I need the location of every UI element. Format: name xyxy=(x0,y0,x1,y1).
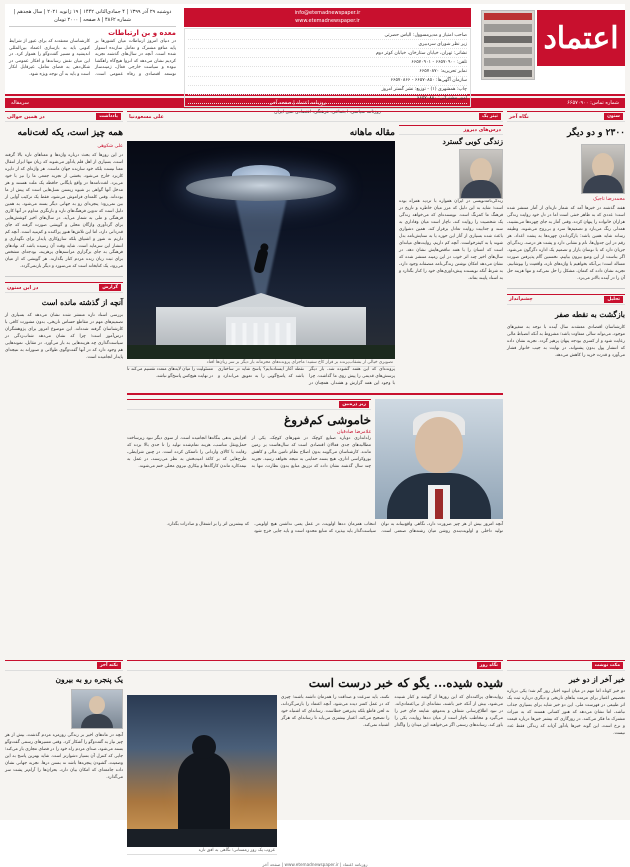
colophon-line: صاحب امتیاز و مدیرمسوول: الیاس حضرتی xyxy=(188,31,467,40)
article-byline: محمدرضا تاجیک xyxy=(593,197,625,203)
section-label: در این ستون xyxy=(7,284,39,291)
colophon-line: نشانی: تهران، خیابان ستارخان، خیابان کوثر دوم xyxy=(188,49,467,58)
colophon-line: نمابر تحریریه: ۶۶۵۷۰۸۷۰ xyxy=(188,67,467,76)
page-footer: روزنامه اعتماد | www.etemadnewspaper.ir | صفحه آخر xyxy=(262,862,368,867)
section-tag: ستون xyxy=(604,113,623,120)
feature-body-continued: آنچه امروز بیش از هر چیز ضرورت دارد، نگاهی واقع‌بینانه به توان تولید داخلی و اولویت‌بندی روشن میان رشته‌های صنعتی است. انتخاب همزمان ده‌ها اولویت، در عمل یعنی نداشتن هیچ اولویتی. سیاست‌گذار باید بپذیرد که منابع محدود است و باید جایی خرج شود که بیشترین اثر را بر اشتغال و صادرات بگذارد. xyxy=(166,522,503,534)
section-header-bottom-center xyxy=(127,660,503,671)
ufo-whitehouse-photo xyxy=(127,141,395,359)
article-body: زندگی‌نامه‌نویسی در ایران همواره با تردید همراه بوده است؛ شاید به این دلیل که مرز میان خاطره و تاریخ در فرهنگ ما کمرنگ است. نویسنده‌ای که می‌خواهد زندگی یک شخصیت را روایت کند، ناچار است میان وفاداری به سند و جذابیت روایت تعادل برقرار کند. همین دشواری باعث شده بسیاری از آثار این حوزه یا به ستایش‌نامه بدل شوند یا به کیفرخواست. آنچه کم داریم، روایت‌های میانه‌ای است که انسان را با همه تناقض‌هایش نشان دهد. در سال‌های اخیر چند اثر خوب در این زمینه منتشر شده که نشان می‌دهد امکان نوشتن زندگی‌نامه منصفانه وجود دارد، به شرط آنکه نویسنده پیش‌داوری‌های خود را کنار بگذارد و به اسناد پایبند بماند. xyxy=(399,199,503,281)
section-label: نگاه آخر xyxy=(509,113,529,120)
article-body: آنچه در ماه‌های اخیر بر زندگی روزمره مردم گذشت، بیش از هر چیز نیاز به گفت‌وگو را آشکار کرد. وقتی مسیرهای رسمی گفت‌وگو بسته می‌شود، صدای مردم راه خود را در فضای مجازی باز می‌کند؛ جایی که کنترل آن بسیار دشوارتر است. شاید بهترین پاسخ به این وضعیت، گشودن پنجره‌ها باشد نه بستن در‌ها. تجربه جهانی نشان داده جامعه‌ای که امکان بیان دارد، بحران‌ها را آرام‌تر پشت سر می‌گذارد. xyxy=(5,733,123,780)
section-header-bottom-right xyxy=(5,660,123,671)
colophon-line: سازمان آگهی‌ها: ۶۶۵۷۰۸۵۰ - ۶۶۵۷۰۸۶۶ xyxy=(188,77,467,86)
sunset-silhouette-photo xyxy=(127,695,277,847)
section-header-right-2 xyxy=(5,282,123,293)
masthead-cover-thumbnail xyxy=(481,10,535,80)
feature-byline: غلامرضا صادقیان xyxy=(336,430,371,436)
bottom-section xyxy=(5,660,625,860)
center-feature xyxy=(127,399,503,519)
section-label: چشم‌انداز xyxy=(509,296,533,303)
column-left xyxy=(507,111,625,656)
center-lead-column xyxy=(127,125,395,388)
bottom-column-center xyxy=(127,660,503,860)
newspaper-logo: اعتماد xyxy=(537,10,625,66)
section-header-right-1 xyxy=(5,111,123,122)
section-tag: تحلیل xyxy=(604,296,623,303)
section-header-side xyxy=(399,125,503,135)
article-thumbnail xyxy=(71,689,123,729)
article-body: کارشناسان اقتصادی معتقدند سال آینده با توجه به متغیرهای موجود، می‌تواند سالی متفاوت باشد؛ مشروط به آنکه انضباط مالی رعایت شود و از کسری بودجه پنهان پرهیز گردد. تجربه نشان داده که انتشار پول بدون پشتوانه، در نهایت به جیب خانوار فشار می‌آورد و قدرت خرید را کاهش می‌دهد. xyxy=(507,324,625,358)
article-title[interactable]: زندگی کوبی گسترد xyxy=(442,137,503,146)
article-body: دو خبر کوتاه اما مهم در میان انبوه اخبار روز گم شد؛ یکی درباره تخصیص اعتبار برای مرمت بناهای تاریخی و دیگری درباره ثبت یک اثر طبیعی در فهرست ملی. این دو خبر شاید برای بسیاری جذاب نباشد، اما نشان می‌دهد که هنوز کسانی هستند که به میراث مشترک ما فکر می‌کنند. در روزگاری که بیشتر خبرها درباره قیمت و نرخ است، این گونه خبرها یادآور آن‌اند که زندگی فقط عدد نیست. xyxy=(507,689,625,736)
article-title[interactable]: یک پنجره رو به بیرون xyxy=(55,675,123,684)
masthead-editorial xyxy=(5,6,180,94)
section-tag: یادداشت xyxy=(96,113,121,120)
masthead-email-bar[interactable] xyxy=(184,8,471,27)
photo-caption: تصویری خیالی از بشقاب‌پرنده بر فراز کاخ سفید؛ ماجرای پرونده‌های محرمانه بار دیگر بر سر زبان‌ها افتاد xyxy=(127,359,395,367)
section-label: علی مسعودنیا xyxy=(129,113,164,120)
lead-article-title[interactable]: مقاله ماهانه xyxy=(349,128,395,138)
article-body: روایت‌های پراکنده‌ای که این روزها از گوشه و کنار شنیده می‌شود، بیش از آنکه خبر باشند، نشانه‌ای از بی‌اعتمادی‌اند. در نبود اطلاع‌رسانی شفاف و به‌موقع، شایعه جای خبر را می‌گیرد و مخاطب ناچار است از میان ده‌ها روایت، یکی را باور کند. رسانه‌های رسمی اگر می‌خواهند این میدان را واگذار نکنند، باید سرعت و صداقت را همزمان داشته باشند؛ چیزی که در عمل کمتر دیده می‌شود. آنچه اعتماد را بازمی‌گرداند، نه لحن قاطع بلکه پذیرفتن خطاست. رسانه‌ای که اشتباه خود را تصحیح می‌کند، اعتبار بیشتری می‌یابد تا رسانه‌ای که هرگز اشتباه نمی‌کند. xyxy=(281,695,503,728)
strip-center-text: روزنامه اعتماد | صفحه آخر xyxy=(269,100,326,106)
masthead-subtitle: روزنامه سیاسی، اجتماعی، فرهنگی، اقتصادی صبح ایران xyxy=(184,108,471,115)
masthead-brand xyxy=(475,6,625,94)
feature-photo-block xyxy=(375,399,503,519)
author-portrait xyxy=(581,144,625,194)
feature-body: راه‌اندازی دوباره صنایع کوچک در شهرهای کوچک، یکی از مطالبه‌های جدی فعالان اقتصادی است که سال‌هاست بر زمین مانده. کارشناسان می‌گویند بدون اصلاح نظام تامین مالی و کاهش بوروکراسی اداری، هیچ بسته حمایتی به نتیجه نخواهد رسید. تجربه چند سال گذشته نشان داده که تزریق منابع بدون نظارت، تنها به افزایش بدهی بنگاه‌ها انجامیده است. از سوی دیگر نبود زیرساخت حمل‌ونقل مناسب، هزینه تمام‌شده تولید را تا حدی بالا برده که رقابت با کالای وارداتی را ناممکن کرده است. در چنین شرایطی، طرح‌هایی که بر کاغذ امیدبخش به نظر می‌رسند، در عمل به نیمه‌کاره ماندن کارگاه‌ها و بیکاری نیروی محلی ختم می‌شوند. xyxy=(127,436,371,469)
feature-title[interactable]: خاموشی کم‌فروغ xyxy=(284,413,371,427)
strip-right-text: شماره تماس: ۶۶۵۷۰۹۰۰ xyxy=(567,100,619,106)
column-center xyxy=(127,111,503,656)
section-header-left-2 xyxy=(507,294,625,305)
section-header-bottom-left xyxy=(507,660,625,671)
divider xyxy=(127,393,503,395)
person-portrait-photo xyxy=(375,399,503,519)
section-tag: گزارش xyxy=(99,284,121,291)
section-tag: زیر ذره‌بین xyxy=(339,401,369,408)
email-line-1[interactable]: info@etemadnewspaper.ir xyxy=(294,10,361,16)
author-portrait xyxy=(459,149,503,199)
section-header-center xyxy=(127,111,503,122)
section-label: در همین حوالی xyxy=(7,113,45,120)
main-content xyxy=(5,111,625,656)
colophon-line: زیر نظر شورای سردبیری xyxy=(188,40,467,49)
article-body: در این روزها که بحث درباره واژه‌ها و معناهای تازه بالا گرفته است، بسیاری از اهل قلم یادآور می‌شوند که زبان تنها ابزار انتقال معنا نیست بلکه خود سازنده جهان ماست. هر واژه‌ای که از دایره کاربرد خارج می‌شود، بخشی از تجربه جمعی ما را نیز با خود می‌برد. لغت‌نامه‌ها در واقع بایگانی حافظه یک ملت هستند و هر مدخل آنها گواهی بر شیوه زیستن نسل‌هایی است که پیش از ما بوده‌اند. وقتی کلمه‌ای فراموش می‌شود، فقط یک ترکیب آوایی از بین نمی‌رود؛ پنجره‌ای رو به جهانی دیگر بسته می‌شود. به همین دلیل است که تدوین فرهنگ‌های تازه و بازنگری مداوم در آنها کاری فرهنگی و ملی به شمار می‌آید. در سال‌های اخیر کوشش‌هایی برای گردآوری واژگان محلی و گویشی صورت گرفته که جای قدردانی دارد، اما این تلاش‌ها هنوز پراکنده و کم‌بنیه است. آنچه کم داریم نه شور و اشتیاق بلکه سازوکاری پایدار برای نگهداری و انتشار این سرمایه است. شاید وقت آن رسیده باشد که نهادهای فرهنگی به جای برگزاری مراسم‌های پرهزینه، بودجه‌ای مشخص برای ثبت زبان زنده مردم کنار بگذارند. هر گویشی که از میان می‌رود، یک کتابخانه است که می‌سوزد و دیگر بازنمی‌گردد. xyxy=(5,153,123,270)
article-body: بررسی اسناد تازه منتشر شده نشان می‌دهد که بسیاری از تصمیم‌های مهم در مقاطع حساس تاریخی، بدون مشورت کافی با کارشناسان گرفته شده‌اند. این موضوع امروز برای پژوهشگران درس‌آموز است؛ چرا که نشان می‌دهد شتاب‌زدگی در سیاست‌گذاری چه هزینه‌هایی به بار می‌آورد. در مقابل، نمونه‌هایی هم وجود دارد که در آنها گفت‌وگوی طولانی و صبورانه به نتیجه‌ای پایدار انجامیده است. xyxy=(5,313,123,361)
email-line-2[interactable]: www.etemadnewspaper.ir xyxy=(295,17,360,24)
article-title[interactable]: همه چیز است، یکه لغت‌نامه xyxy=(17,128,123,138)
colophon-line: چاپ: همشهری (۱) - توزیع: نشر گستر امروز xyxy=(188,86,467,95)
center-side-column xyxy=(399,125,503,388)
bottom-column-left xyxy=(507,660,625,860)
lead-article-body: پرونده‌ای که این هفته گشوده شد، بار دیگر پرسش‌های قدیمی را پیش روی ما گذاشت. چرا با وجود این همه گزارش و هشدار، همچنان در نقطه آغاز ایستاده‌ایم؟ پاسخ شاید در ساختاری باشد که پاسخ‌گویی را به تعویق می‌اندازد و مسئولیت را میان لایه‌های متعدد تقسیم می‌کند تا در نهایت هیچ‌کس پاسخ‌گو نباشد. xyxy=(127,367,395,387)
colophon-line: امور مشترکین: ۶۶۵۷۰۸۸۰ xyxy=(188,95,467,104)
article-body: هفته گذشته در خبرها آمد که شمار تازه‌ای از آمار منتشر شده است؛ عددی که به ظاهر خنثی است اما در دل خود روایت زندگی هزاران خانواده را پنهان کرده. وقتی آمار به جای چهره‌ها می‌نشیند، همدلی رنگ می‌بازد و تصمیم‌ها سرد و بی‌روح می‌شوند. وظیفه رسانه شاید همین باشد: بازگرداندن چهره‌ها به پشت اعداد. هر رقم در این جدول‌ها، نام و نشانی دارد و پشت هر درصد، زندگی‌ای جریان دارد که با نوسان بازار و تصمیم یک اداره دگرگون می‌شود. اگر بناست از این وضع بیرون بیاییم، نخستین گام پذیرفتن صورت مساله است؛ بی‌آنکه بخواهیم با واژه‌های تازه، واقعیت را بپوشانیم. تجربه نشان داده که کتمان، مشکل را حل نمی‌کند و تنها هزینه حل آن را در آینده بالاتر می‌برد. xyxy=(507,206,625,281)
article-title[interactable]: آنچه از گذشته مانده است xyxy=(41,298,123,308)
editorial-body: در دنیای امروز ارتباطات میان کشورها بر پایه منافع مشترک و تعامل سازنده استوار شده است. آنچه در سال‌های گذشته تجربه کردیم نشان می‌دهد که انزوا هیچ‌گاه راهگشا نبوده و سیاست خارجی فعال، زمینه‌ساز توسعه اقتصادی و رفاه عمومی است. کارشناسان معتقدند که برای عبور از شرایط کنونی باید به بازسازی اعتماد بین‌المللی اندیشید و مسیر گفت‌وگو را هموار کرد. در این میان نقش رسانه‌ها و افکار عمومی در شکل‌دهی به فضای تعامل، غیرقابل انکار است و باید به آن توجه ویژه شود. xyxy=(9,39,176,78)
article-title[interactable]: خبر آخر از دو خبر xyxy=(568,675,625,684)
section-tag: نکته آخر xyxy=(97,662,121,669)
bottom-feature-title[interactable]: شیده شیده... یگو که خبر درست است xyxy=(308,676,503,690)
article-title[interactable]: ۲۳۰۰ و دو دیگر xyxy=(567,128,625,138)
bottom-feature-photo-block xyxy=(127,695,277,855)
section-header-feature xyxy=(127,399,371,410)
section-label: درس‌های دیروز xyxy=(463,127,501,133)
masthead-colophon xyxy=(184,28,471,107)
column-right xyxy=(5,111,123,656)
section-header-left-1 xyxy=(507,111,625,122)
divider xyxy=(507,288,625,289)
strip-left-text: سرمقاله xyxy=(11,100,29,106)
section-tag: نگاه روز xyxy=(477,662,501,669)
section-tag: مکث نوشت xyxy=(592,662,623,669)
bottom-feature-text xyxy=(281,695,503,855)
bottom-column-right xyxy=(5,660,123,860)
divider xyxy=(5,276,123,277)
colophon-line: تلفن: ۶۶۵۷۰۹۰۰ - ۶۶۵۷۰۹۰۱ xyxy=(188,58,467,67)
dateline: دوشنبه ۲۹ آذر ۱۳۹۹ | ۴ جمادی‌الثانی ۱۴۴۲ | ۱۹ ژانویه ۲۰۲۱ | سال هجدهم | شماره ۴۸۶۲ | ۸ صفحه | ۲۰۰۰ تومان xyxy=(9,8,176,27)
editorial-title: معده و بن ارتباطات xyxy=(108,29,176,37)
article-title[interactable]: بازگشت به نقطه صفر xyxy=(555,309,625,319)
photo-caption: غروب یک روز زمستانی؛ نگاهی به افق تازه xyxy=(127,847,277,855)
feature-text-block xyxy=(127,399,371,519)
article-byline: علی شکوهی xyxy=(97,144,123,150)
section-tag: تیتر یک xyxy=(479,113,501,120)
